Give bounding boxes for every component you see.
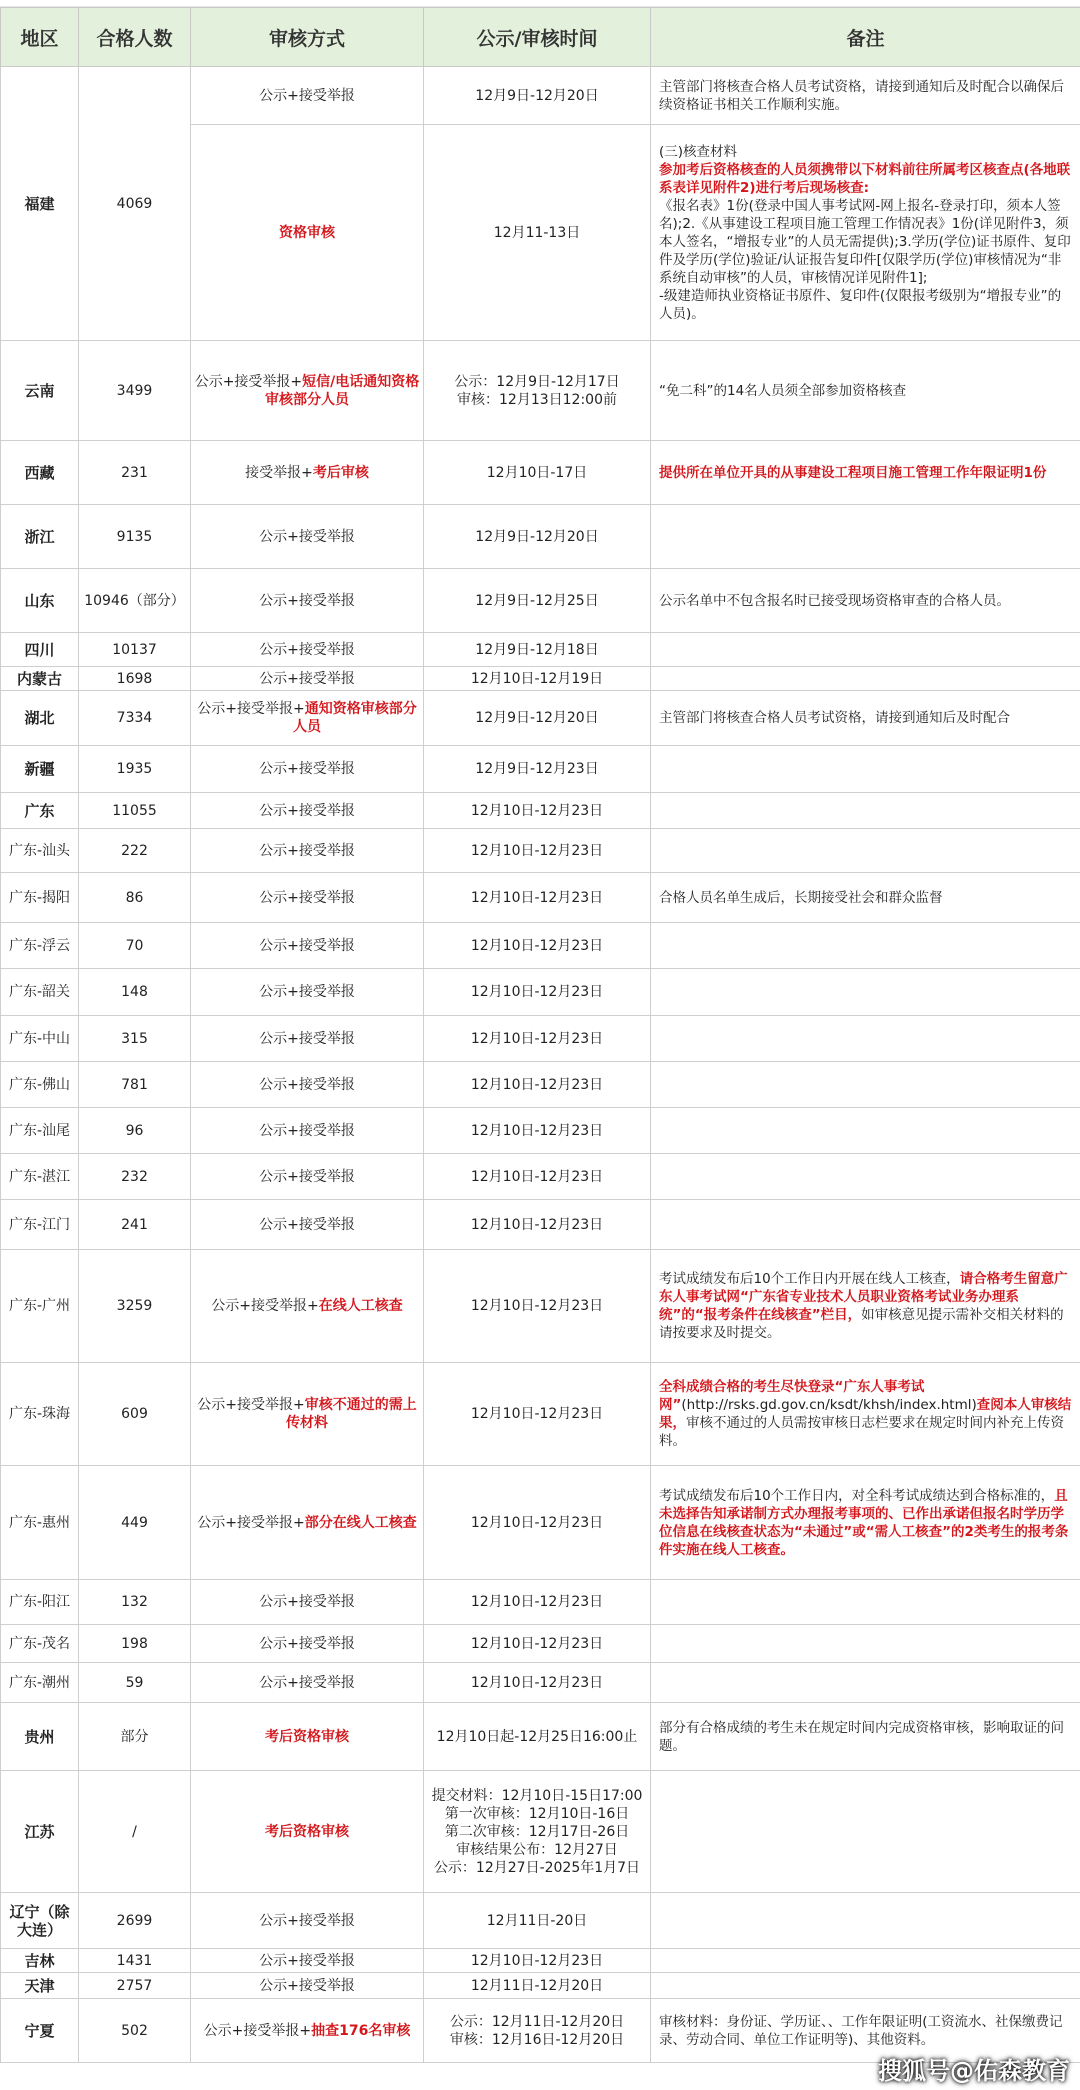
table-row [1,923,1080,969]
note-cell: 公示名单中不包含报名时已接受现场资格审查的合格人员。 [651,569,1080,633]
time-cell: 12月9日-12月20日 [424,67,651,125]
method-text: 公示+接受举报+ [197,1397,305,1413]
note-cell [651,1663,1080,1703]
method-cell: 考后资格审核 [191,1771,424,1893]
region-cell: 内蒙古 [1,667,79,691]
table-row [1,441,1080,505]
time-line: 公示：12月11日-12月20日 [449,2013,625,2030]
table-row [1,633,1080,667]
method-highlight: 部分在线人工核查 [304,1514,417,1531]
time-cell: 12月10日-12月23日 [424,1466,651,1580]
note-text: 考试成绩发布后10个工作日内，对全科考试成绩达到合格标准的， [659,1487,1055,1504]
time-cell: 12月10日-12月23日 [424,793,651,829]
method-cell: 资格审核 [191,125,424,341]
note-cell [651,1771,1080,1893]
count-cell: 7334 [79,691,191,746]
note-cell [651,1466,1080,1580]
method-highlight: 审核不通过的需上传材料 [286,1397,417,1431]
method-highlight: 通知资格审核部分人员 [293,701,417,735]
region-cell: 广东-阳江 [1,1580,79,1625]
region-cell: 广东-汕头 [1,829,79,873]
note-cell [651,969,1080,1016]
time-cell: 12月10日-12月23日 [424,923,651,969]
region-cell: 山东 [1,569,79,633]
method-cell [191,441,424,505]
time-cell [424,341,651,441]
count-cell: 231 [79,441,191,505]
time-cell: 12月11日-12月20日 [424,1973,651,1999]
note-cell [651,923,1080,969]
method-text: 公示+接受举报+ [203,2022,312,2039]
table-row [1,1625,1080,1663]
region-cell: 浙江 [1,505,79,569]
time-cell: 12月10日-12月23日 [424,1200,651,1250]
region-cell: 广东-广州 [1,1250,79,1363]
header-time: 公示/审核时间 [424,8,651,67]
time-cell: 12月10日-12月23日 [424,1154,651,1200]
table-row [1,746,1080,793]
table-row [1,1663,1080,1703]
method-cell: 公示+接受举报 [191,1200,424,1250]
note-highlight: 查阅本人审核结果， [659,1397,1072,1431]
note-cell [651,667,1080,691]
count-cell: 502 [79,1999,191,2063]
header-row [1,8,1080,67]
time-cell: 12月10日-12月23日 [424,1625,651,1663]
table-row [1,67,1080,125]
count-cell: 1935 [79,746,191,793]
method-cell: 公示+接受举报 [191,1108,424,1154]
header-note: 备注 [651,8,1080,67]
method-cell: 公示+接受举报 [191,873,424,923]
time-cell: 12月11-13日 [424,125,651,341]
method-cell [191,1466,424,1580]
region-cell: 湖北 [1,691,79,746]
note-cell [651,1250,1080,1363]
method-cell: 公示+接受举报 [191,1949,424,1973]
count-cell: 10137 [79,633,191,667]
method-cell: 公示+接受举报 [191,829,424,873]
time-cell: 12月10日-12月23日 [424,1580,651,1625]
method-cell: 公示+接受举报 [191,1663,424,1703]
count-cell: 3259 [79,1250,191,1363]
region-cell: 宁夏 [1,1999,79,2063]
count-cell: 315 [79,1016,191,1062]
region-cell: 四川 [1,633,79,667]
note-cell: 审核材料：身份证、学历证、、工作年限证明(工资流水、社保缴费记录、劳动合同、单位工作证明等)、其他资料。 [651,1999,1080,2063]
note-cell [651,633,1080,667]
method-cell: 公示+接受举报 [191,793,424,829]
time-cell [424,1999,651,2063]
count-cell: 1431 [79,1949,191,1973]
region-cell: 云南 [1,341,79,441]
table-row [1,1062,1080,1108]
method-text: 公示+接受举报+ [194,373,303,390]
count-cell: 70 [79,923,191,969]
time-cell: 12月10日-17日 [424,441,651,505]
table-row [1,1108,1080,1154]
time-cell: 12月10日-12月23日 [424,1949,651,1973]
note-text: 如审核意见提示需补交相关材料的请按要求及时提交。 [659,1307,1064,1341]
time-cell: 12月10日起-12月25日16:00止 [424,1703,651,1771]
method-cell: 公示+接受举报 [191,1154,424,1200]
note-cell: 主管部门将核查合格人员考试资格，请接到通知后及时配合以确保后续资格证书相关工作顺利实施。 [651,67,1080,125]
time-cell: 12月10日-12月23日 [424,969,651,1016]
time-line: 审核结果公布：12月27日 [456,1841,618,1858]
note-cell [651,1580,1080,1625]
method-cell: 公示+接受举报 [191,1580,424,1625]
count-cell: 2699 [79,1893,191,1949]
time-cell: 12月10日-12月23日 [424,829,651,873]
time-cell: 12月10日-12月23日 [424,873,651,923]
table-row [1,1973,1080,1999]
count-cell: 148 [79,969,191,1016]
method-cell: 公示+接受举报 [191,1625,424,1663]
count-cell: 449 [79,1466,191,1580]
time-cell: 12月9日-12月20日 [424,691,651,746]
table-row [1,1154,1080,1200]
note-highlight: 且未选择告知承诺制方式办理报考事项的、已作出承诺但报名时学历学位信息在线核查状态为“未通过”或“需人工核查”的2类考生的报考条件实施在线人工核查。 [659,1487,1069,1558]
region-cell: 福建 [1,67,79,341]
time-cell: 12月10日-12月19日 [424,667,651,691]
count-cell: 86 [79,873,191,923]
header-count: 合格人数 [79,8,191,67]
method-cell [191,1363,424,1466]
region-cell: 广东-惠州 [1,1466,79,1580]
time-line: 审核：12月13日12:00前 [457,391,617,408]
method-highlight: 抽查176名审核 [311,2022,411,2039]
time-cell: 12月11日-20日 [424,1893,651,1949]
note-cell [651,1062,1080,1108]
time-cell: 12月9日-12月25日 [424,569,651,633]
method-cell: 公示+接受举报 [191,746,424,793]
region-cell: 广东-韶关 [1,969,79,1016]
note-highlight: 参加考后资格核查的人员须携带以下材料前往所属考区核查点(各地联系表详见附件2)进行考后现场核查: [659,161,1071,196]
method-cell: 公示+接受举报 [191,923,424,969]
count-cell: 3499 [79,341,191,441]
method-text: 公示+接受举报+ [197,1514,305,1531]
method-highlight: 考后审核 [312,464,369,481]
note-cell [651,505,1080,569]
count-cell: 部分 [79,1703,191,1771]
table-row [1,829,1080,873]
time-cell: 12月10日-12月23日 [424,1062,651,1108]
time-line: 第一次审核：12月10日-16日 [444,1805,630,1822]
table-row [1,1703,1080,1771]
count-cell: 1698 [79,667,191,691]
table-row [1,1949,1080,1973]
note-cell [651,1016,1080,1062]
region-cell: 贵州 [1,1703,79,1771]
count-cell: 2757 [79,1973,191,1999]
count-cell: 9135 [79,505,191,569]
count-cell: 11055 [79,793,191,829]
note-cell: “免二科”的14名人员须全部参加资格核查 [651,341,1080,441]
method-cell: 公示+接受举报 [191,1973,424,1999]
table-row [1,1250,1080,1363]
note-cell [651,1625,1080,1663]
count-cell: 4069 [79,67,191,341]
region-cell: 新疆 [1,746,79,793]
table-row [1,1580,1080,1625]
count-cell: 232 [79,1154,191,1200]
table-row [1,1466,1080,1580]
note-text: 审核不通过的人员需按审核日志栏要求在规定时间内补充上传资料。 [659,1415,1064,1449]
region-cell: 吉林 [1,1949,79,1973]
note-cell [651,125,1080,341]
method-text: 公示+接受举报+ [197,701,305,717]
table-row [1,691,1080,746]
note-cell: 提供所在单位开具的从事建设工程项目施工管理工作年限证明1份 [651,441,1080,505]
table-row [1,1363,1080,1466]
table-row [1,341,1080,441]
method-cell [191,1999,424,2063]
region-cell: 广东-揭阳 [1,873,79,923]
region-cell: 广东-中山 [1,1016,79,1062]
region-cell: 广东-浮云 [1,923,79,969]
method-highlight: 短信/电话通知资格审核部分人员 [265,373,420,408]
note-highlight: 全科成绩合格的考生尽快登录“广东人事考试网” [659,1379,925,1413]
region-cell: 西藏 [1,441,79,505]
note-text: 《报名表》1份(登录中国人事考试网-网上报名-登录打印，须本人签名);2.《从事建设工程项目施工管理工作情况表》1份(详见附件3，须本人签名，“增报专业”的人员无需提供);3.学历(学位)证书原件、复印件及学历(学位)验证/认证报告复印件[仅限学历(学位)审核情况为“非系统自动审核”的人员，审核情况详见附件1]; [659,197,1071,286]
note-cell [651,1363,1080,1466]
time-line: 公示：12月9日-12月17日 [454,373,620,390]
table-row [1,569,1080,633]
top-border [0,0,1080,7]
note-cell [651,1973,1080,1999]
method-cell: 考后资格审核 [191,1703,424,1771]
method-cell: 公示+接受举报 [191,505,424,569]
note-link-text: (http://rsks.gd.gov.cn/ksdt/khsh/index.html) [681,1397,977,1413]
time-cell: 12月10日-12月23日 [424,1363,651,1466]
method-cell: 公示+接受举报 [191,633,424,667]
region-cell: 江苏 [1,1771,79,1893]
method-cell: 公示+接受举报 [191,969,424,1016]
table-row [1,1771,1080,1893]
count-cell: 781 [79,1062,191,1108]
note-cell [651,829,1080,873]
method-cell [191,1250,424,1363]
count-cell: 609 [79,1363,191,1466]
method-text: 接受举报+ [245,464,313,481]
table-row [1,969,1080,1016]
time-cell: 12月10日-12月23日 [424,1108,651,1154]
table-row [1,1200,1080,1250]
note-highlight: 请合格考生留意广东人事考试网“广东省专业技术人员职业资格考试业务办理系统”的“报考条件在线核查”栏目， [659,1271,1068,1323]
method-cell [191,691,424,746]
region-cell: 广东-湛江 [1,1154,79,1200]
note-cell [651,1200,1080,1250]
region-cell: 广东-茂名 [1,1625,79,1663]
note-cell: 部分有合格成绩的考生未在规定时间内完成资格审核，影响取证的问题。 [651,1703,1080,1771]
region-cell: 天津 [1,1973,79,1999]
time-cell [424,1771,651,1893]
note-cell [651,1154,1080,1200]
region-cell: 广东 [1,793,79,829]
region-cell: 广东-潮州 [1,1663,79,1703]
time-line: 审核：12月16日-12月20日 [449,2031,625,2048]
region-cell: 广东-江门 [1,1200,79,1250]
table-row [1,1016,1080,1062]
region-cell: 广东-佛山 [1,1062,79,1108]
count-cell: / [79,1771,191,1893]
region-cell: 辽宁（除大连） [1,1893,79,1949]
count-cell: 10946（部分） [79,569,191,633]
count-cell: 59 [79,1663,191,1703]
time-cell: 12月9日-12月18日 [424,633,651,667]
note-cell [651,793,1080,829]
count-cell: 198 [79,1625,191,1663]
note-cell: 合格人员名单生成后，长期接受社会和群众监督 [651,873,1080,923]
note-text: -级建造师执业资格证书原件、复印件(仅限报考级别为“增报专业”的人员)。 [659,287,1062,322]
method-cell: 公示+接受举报 [191,569,424,633]
time-cell: 12月10日-12月23日 [424,1663,651,1703]
method-text: 公示+接受举报+ [211,1298,319,1314]
count-cell: 241 [79,1200,191,1250]
time-line: 公示：12月27日-2025年1月7日 [433,1859,641,1876]
time-line: 提交材料：12月10日-15日17:00 [431,1787,643,1804]
table-row [1,505,1080,569]
time-cell: 12月9日-12月23日 [424,746,651,793]
count-cell: 132 [79,1580,191,1625]
note-cell: 主管部门将核查合格人员考试资格，请接到通知后及时配合 [651,691,1080,746]
region-cell: 广东-珠海 [1,1363,79,1466]
method-cell: 公示+接受举报 [191,67,424,125]
method-highlight: 在线人工核查 [318,1298,403,1314]
method-cell: 公示+接受举报 [191,667,424,691]
count-cell: 96 [79,1108,191,1154]
method-cell: 公示+接受举报 [191,1062,424,1108]
time-cell: 12月10日-12月23日 [424,1250,651,1363]
note-text: (三)核查材料 [659,143,738,160]
table-row [1,667,1080,691]
time-cell: 12月10日-12月23日 [424,1016,651,1062]
note-cell [651,1108,1080,1154]
table-row [1,873,1080,923]
note-text: 考试成绩发布后10个工作日内开展在线人工核查， [659,1271,960,1287]
watermark: 搜狐号@佑森教育 [878,2057,1070,2085]
qualification-table [0,7,1080,2063]
note-cell [651,1893,1080,1949]
time-cell: 12月9日-12月20日 [424,505,651,569]
time-line: 第二次审核：12月17日-26日 [444,1823,630,1840]
table-row [1,1893,1080,1949]
count-cell: 222 [79,829,191,873]
note-cell [651,746,1080,793]
header-method: 审核方式 [191,8,424,67]
region-cell: 广东-汕尾 [1,1108,79,1154]
note-cell [651,1949,1080,1973]
table-row [1,793,1080,829]
header-region: 地区 [1,8,79,67]
method-cell: 公示+接受举报 [191,1016,424,1062]
method-cell: 公示+接受举报 [191,1893,424,1949]
method-cell [191,341,424,441]
